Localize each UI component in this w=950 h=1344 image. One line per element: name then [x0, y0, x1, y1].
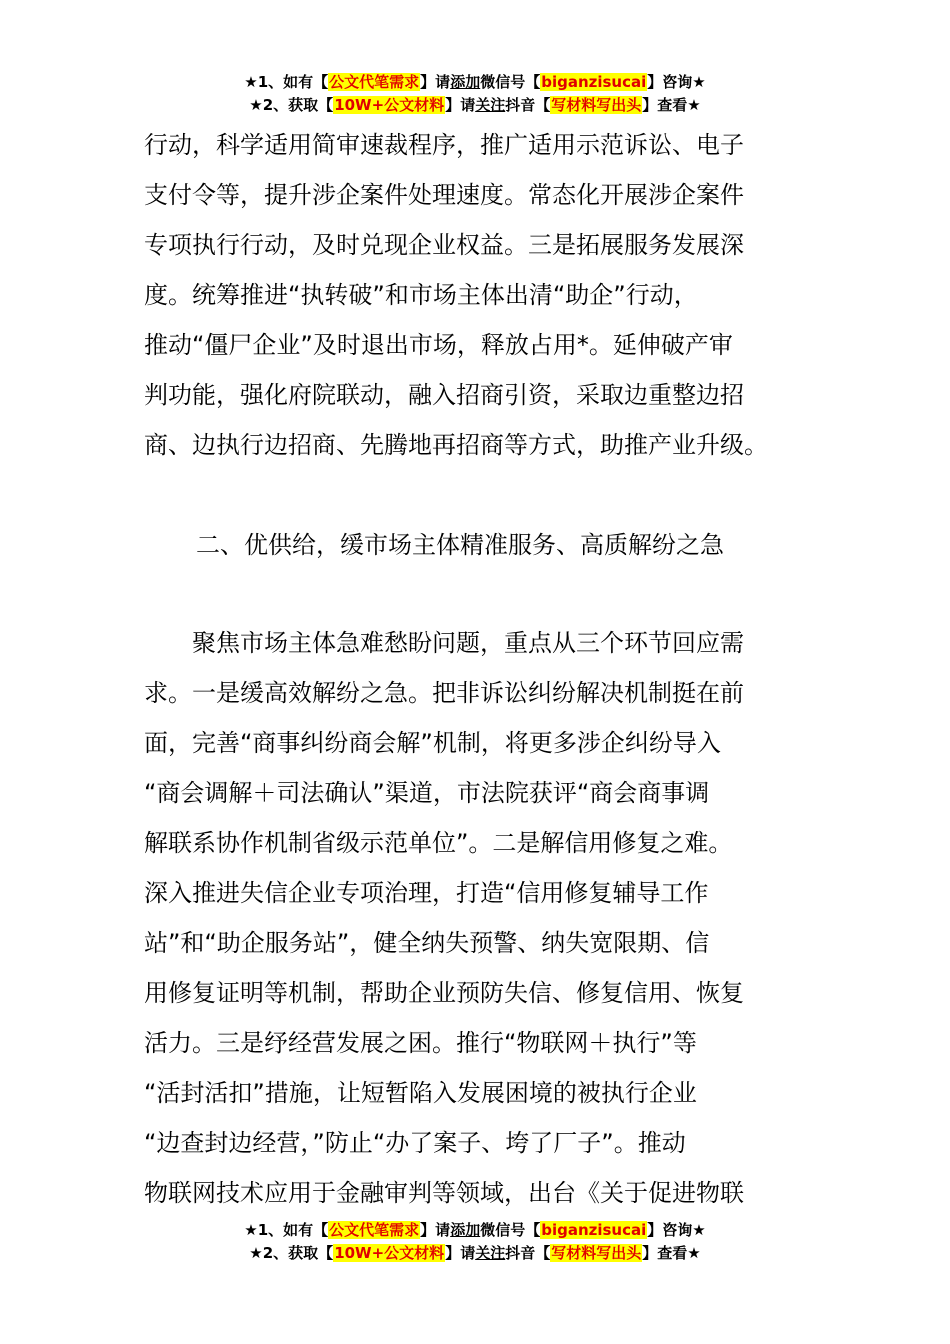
banner-highlight: 写材料写出头	[551, 1244, 642, 1262]
text-line: 判功能，强化府院联动，融入招商引资，采取边重整边招	[144, 381, 744, 409]
footer-banner	[0, 1219, 950, 1265]
header-banner	[0, 71, 950, 117]
banner-text: 】查看★	[642, 1244, 701, 1262]
text-line: 物联网技术应用于金融审判等领域，出台《关于促进物联	[144, 1179, 744, 1207]
banner-text: 】咨询★	[647, 1221, 706, 1239]
text-line: “边查封边经营，”防止“办了案子、垮了厂子”。推动	[144, 1129, 686, 1157]
banner-highlight: 写材料写出头	[551, 96, 642, 114]
banner-text: ★2、获取【	[249, 96, 334, 114]
footer-banner-line-1	[0, 1219, 950, 1242]
text-line: “商会调解＋司法确认”渠道，市法院获评“商会商事调	[144, 779, 710, 807]
text-line: 站”和“助企服务站”，健全纳失预警、纳失宽限期、信	[144, 929, 710, 957]
text-line: 解联系协作机制省级示范单位”。二是解信用修复之难。	[144, 829, 733, 857]
text-line: 度。统筹推进“执转破”和市场主体出清“助企”行动，	[144, 281, 698, 309]
paragraph-2	[144, 618, 808, 1218]
banner-highlight: 10W+公文材料	[334, 96, 445, 114]
text-line: 面，完善“商事纠纷商会解”机制，将更多涉企纠纷导入	[144, 729, 721, 757]
section-heading: 二、优供给，缓市场主体精准服务、高质解纷之急	[196, 531, 724, 559]
text-line: 专项执行行动，及时兑现企业权益。三是拓展服务发展深	[144, 231, 744, 259]
banner-text: ★1、如有【	[244, 73, 329, 91]
banner-underline: 添加	[450, 73, 481, 91]
banner-text: 】请	[445, 96, 476, 114]
banner-text: 】请	[420, 1221, 451, 1239]
footer-banner-line-2	[0, 1242, 950, 1265]
banner-text: 微信号【	[480, 1221, 541, 1239]
banner-highlight: 10W+公文材料	[334, 1244, 445, 1262]
text-line: 行动，科学适用简审速裁程序，推广适用示范诉讼、电子	[144, 131, 744, 159]
text-line: 深入推进失信企业专项治理，打造“信用修复辅导工作	[144, 879, 709, 907]
text-line: 用修复证明等机制，帮助企业预防失信、修复信用、恢复	[144, 979, 744, 1007]
text-line: 聚焦市场主体急难愁盼问题，重点从三个环节回应需	[144, 629, 744, 657]
banner-text: 】查看★	[642, 96, 701, 114]
banner-text: 】咨询★	[647, 73, 706, 91]
text-line: 求。一是缓高效解纷之急。把非诉讼纠纷解决机制挺在前	[144, 679, 744, 707]
banner-text: 抖音【	[505, 96, 551, 114]
banner-text: 抖音【	[505, 1244, 551, 1262]
banner-text: 微信号【	[480, 73, 541, 91]
banner-underline: 关注	[475, 96, 506, 114]
text-line: 支付令等，提升涉企案件处理速度。常态化开展涉企案件	[144, 181, 744, 209]
header-banner-line-1	[0, 71, 950, 94]
banner-highlight: 公文代笔需求	[329, 1221, 420, 1239]
banner-highlight: biganzisucai	[541, 1221, 647, 1239]
banner-text: ★2、获取【	[249, 1244, 334, 1262]
banner-underline: 关注	[475, 1244, 506, 1262]
banner-text: 】请	[420, 73, 451, 91]
banner-highlight: biganzisucai	[541, 73, 647, 91]
header-banner-line-2	[0, 94, 950, 117]
paragraph-1	[144, 120, 808, 470]
text-line: 活力。三是纾经营发展之困。推行“物联网＋执行”等	[144, 1029, 697, 1057]
text-line: 商、边执行边招商、先腾地再招商等方式，助推产业升级。	[144, 431, 768, 459]
text-line: 推动“僵尸企业”及时退出市场，释放占用*。延伸破产审	[144, 331, 733, 359]
banner-text: 】请	[445, 1244, 476, 1262]
banner-highlight: 公文代笔需求	[329, 73, 420, 91]
banner-text: ★1、如有【	[244, 1221, 329, 1239]
banner-underline: 添加	[450, 1221, 481, 1239]
text-line: “活封活扣”措施，让短暂陷入发展困境的被执行企业	[144, 1079, 697, 1107]
